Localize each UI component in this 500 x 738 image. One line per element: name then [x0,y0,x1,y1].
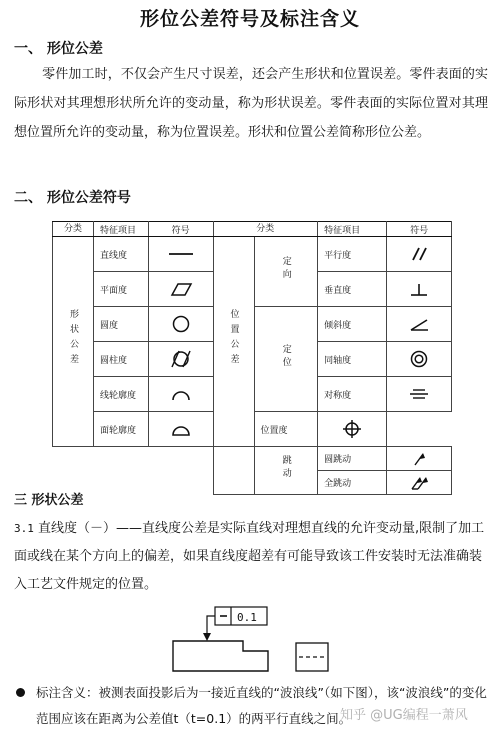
section3-paragraph-text: 直线度（－）——直线度公差是实际直线对理想直线的允许变动量,限制了加工面或线在某个方向上的偏差，如果直线度超差有可能导致该工件安装时无法准确装入工艺文件规定的位置。 [14,521,485,592]
feature-position: 位置度 [254,412,318,447]
circularity-icon [148,307,213,342]
position-tolerance-category [213,237,254,447]
feature-concentricity: 同轴度 [318,342,387,377]
position-icon [318,412,387,447]
tolerance-value: 0.1 [237,611,257,624]
empty-cell [53,447,214,471]
table-row [53,471,452,495]
header-symbol-right: 符号 [387,222,452,237]
header-feature-right: 特征项目 [318,222,387,237]
feature-cylindricity: 圆柱度 [94,342,149,377]
angularity-icon [387,307,452,342]
leader-arrow-icon [203,633,211,641]
straightness-drawing [165,601,345,681]
feature-circular-runout: 圆跳动 [318,447,387,471]
header-category-right: 分类 [213,222,318,237]
section1-paragraph [14,60,488,147]
form-category-label: 形状公差 [68,309,78,369]
symmetry-icon [387,377,452,412]
bullet-dot-icon [16,688,25,697]
line-profile-icon [148,377,213,412]
feature-angularity: 倾斜度 [318,307,387,342]
page-title: 形位公差符号及标注含义 [139,8,360,30]
group-location [254,307,318,412]
feature-circularity: 圆度 [94,307,149,342]
bullet-text: 标注含义：被测表面投影后为一接近直线的“波浪线”（如下图），该“波浪线”的变化范围应该在距离为公差值t（t=0.1）的两平行直线之间。 [36,685,487,726]
group-location-label: 定位 [280,343,291,370]
table-row [53,447,452,471]
feature-parallelism: 平行度 [318,237,387,272]
section1-paragraph-text: 零件加工时，不仅会产生尺寸误差，还会产生形状和位置误差。零件表面的实际形状对其理想形状所允许的变动量，称为形状误差。零件表面的实际位置对其理想位置所允许的变动量，称为位置误差。形状和位置公差简称形位公差。 [14,67,488,140]
section2-heading: 二、 形位公差符号 [14,190,131,206]
total-runout-icon [387,471,452,495]
feature-perpendicularity: 垂直度 [318,272,387,307]
feature-straightness: 直线度 [94,237,149,272]
position-category-label: 位置公差 [228,309,239,369]
feature-line-profile: 线轮廓度 [94,377,149,412]
surface-profile-icon [148,412,213,447]
position-category-continuation [213,447,254,471]
group-orientation-label: 定向 [280,256,291,282]
flatness-icon [148,272,213,307]
cylindricity-icon [148,342,213,377]
header-symbol: 符号 [148,222,213,237]
parallelism-icon [387,237,452,272]
position-category-continuation [213,471,254,495]
perpendicularity-icon [387,272,452,307]
feature-flatness: 平面度 [94,272,149,307]
section3-paragraph [14,515,490,599]
section3-heading: 三 形状公差 [14,493,84,508]
concentricity-icon [387,342,452,377]
table-row [53,237,452,272]
group-runout [254,447,318,495]
circular-runout-icon [387,447,452,471]
feature-symmetry: 对称度 [318,377,387,412]
watermark: 知乎 @UG编程一萧风 [340,708,468,723]
header-feature: 特征项目 [94,222,149,237]
group-orientation [254,237,318,307]
feature-surface-profile: 面轮廓度 [94,412,149,447]
section1-heading: 一、 形位公差 [14,41,103,57]
clause-number: 3.1 [14,522,34,535]
tolerance-symbol-table [52,221,452,495]
header-category: 分类 [53,222,94,237]
form-tolerance-category [53,237,94,447]
straightness-icon [148,237,213,272]
group-runout-label: 跳动 [280,455,291,481]
feature-total-runout: 全跳动 [318,471,387,495]
table-header-row [53,222,452,237]
part-profile [173,641,268,671]
